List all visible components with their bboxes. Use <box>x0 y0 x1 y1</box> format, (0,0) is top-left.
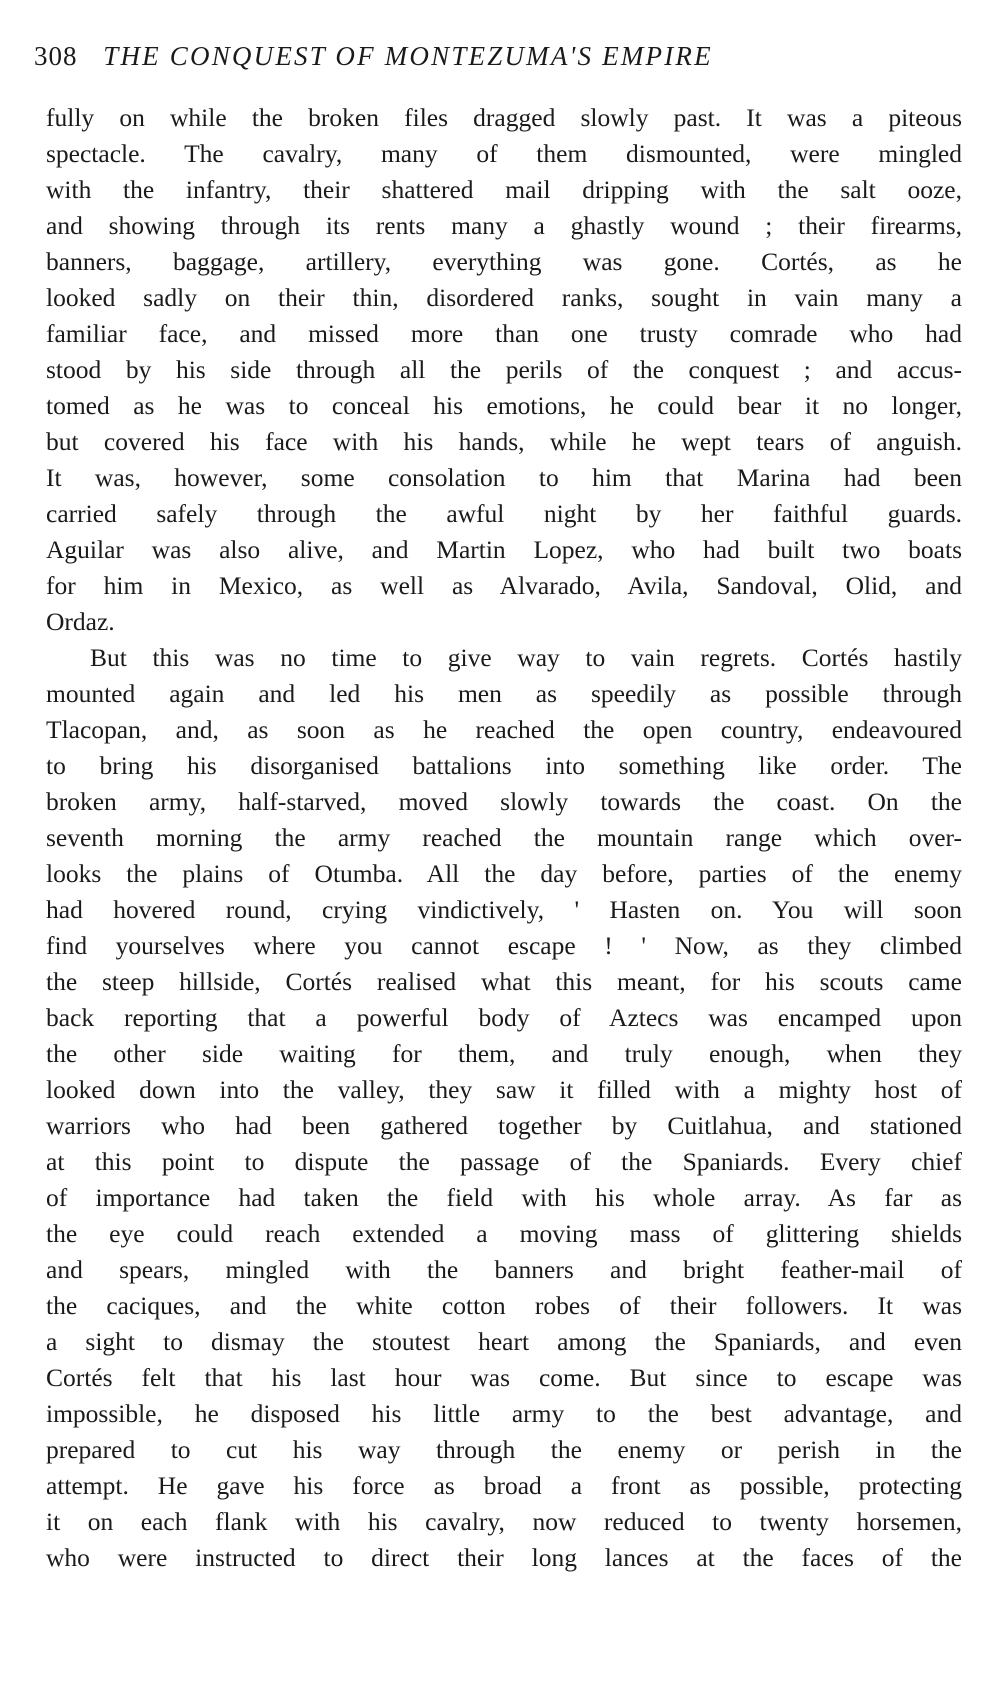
text-line: who were instructed to direct their long lances at the faces of the <box>46 1543 962 1572</box>
paragraph-2 <box>46 640 962 1576</box>
text-line: warriors who had been gathered together by Cuitlahua, and stationed <box>46 1111 962 1140</box>
text-line: impossible, he disposed his little army to the best advantage, and <box>46 1399 962 1428</box>
text-line: mounted again and led his men as speedily as possible through <box>46 679 962 708</box>
text-line: looked sadly on their thin, disordered ranks, sought in vain many a <box>46 283 962 312</box>
text-line: Tlacopan, and, as soon as he reached the open country, endeavoured <box>46 715 962 744</box>
text-line: and spears, mingled with the banners and bright feather-mail of <box>46 1255 962 1284</box>
text-line: but covered his face with his hands, while he wept tears of anguish. <box>46 427 962 456</box>
text-line: looks the plains of Otumba. All the day before, parties of the enemy <box>46 859 962 888</box>
text-line: carried safely through the awful night by her faithful guards. <box>46 499 962 528</box>
running-head <box>34 36 964 76</box>
text-line: attempt. He gave his force as broad a front as possible, protecting <box>46 1471 962 1500</box>
text-line: Cortés felt that his last hour was come. But since to escape was <box>46 1363 962 1392</box>
text-line: the other side waiting for them, and truly enough, when they <box>46 1039 962 1068</box>
text-line: familiar face, and missed more than one trusty comrade who had <box>46 319 962 348</box>
running-title: THE CONQUEST OF MONTEZUMA'S EMPIRE <box>103 41 713 71</box>
text-line: the caciques, and the white cotton robes of their followers. It was <box>46 1291 962 1320</box>
text-line: the steep hillside, Cortés realised what this meant, for his scouts came <box>46 967 962 996</box>
text-line: of importance had taken the field with his whole array. As far as <box>46 1183 962 1212</box>
text-line: Aguilar was also alive, and Martin Lopez, who had built two boats <box>46 535 962 564</box>
text-line: to bring his disorganised battalions into something like order. The <box>46 751 962 780</box>
text-line: But this was no time to give way to vain regrets. Cortés hastily <box>90 643 962 672</box>
paragraph-1 <box>46 100 962 640</box>
text-line: seventh morning the army reached the mountain range which over- <box>46 823 962 852</box>
text-line: looked down into the valley, they saw it filled with a mighty host of <box>46 1075 962 1104</box>
text-line: a sight to dismay the stoutest heart among the Spaniards, and even <box>46 1327 962 1356</box>
text-line: the eye could reach extended a moving mass of glittering shields <box>46 1219 962 1248</box>
text-line: broken army, half-starved, moved slowly towards the coast. On the <box>46 787 962 816</box>
text-line: tomed as he was to conceal his emotions, he could bear it no longer, <box>46 391 962 420</box>
text-line: prepared to cut his way through the enemy or perish in the <box>46 1435 962 1464</box>
page-number: 308 <box>34 41 78 71</box>
text-line: at this point to dispute the passage of the Spaniards. Every chief <box>46 1147 962 1176</box>
text-line: stood by his side through all the perils of the conquest ; and accus- <box>46 355 962 384</box>
text-line: Ordaz. <box>46 607 115 636</box>
text-line: banners, baggage, artillery, everything was gone. Cortés, as he <box>46 247 962 276</box>
text-line: spectacle. The cavalry, many of them dismounted, were mingled <box>46 139 962 168</box>
text-line: had hovered round, crying vindictively, ' Hasten on. You will soon <box>46 895 962 924</box>
text-line: It was, however, some consolation to him that Marina had been <box>46 463 962 492</box>
text-line: fully on while the broken files dragged slowly past. It was a piteous <box>46 103 962 132</box>
body-text <box>46 100 962 1576</box>
text-line: and showing through its rents many a ghastly wound ; their firearms, <box>46 211 962 240</box>
text-line: find yourselves where you cannot escape ! ' Now, as they climbed <box>46 931 962 960</box>
text-line: for him in Mexico, as well as Alvarado, Avila, Sandoval, Olid, and <box>46 571 962 600</box>
text-line: back reporting that a powerful body of Aztecs was encamped upon <box>46 1003 962 1032</box>
text-line: with the infantry, their shattered mail dripping with the salt ooze, <box>46 175 962 204</box>
text-line: it on each flank with his cavalry, now reduced to twenty horsemen, <box>46 1507 962 1536</box>
